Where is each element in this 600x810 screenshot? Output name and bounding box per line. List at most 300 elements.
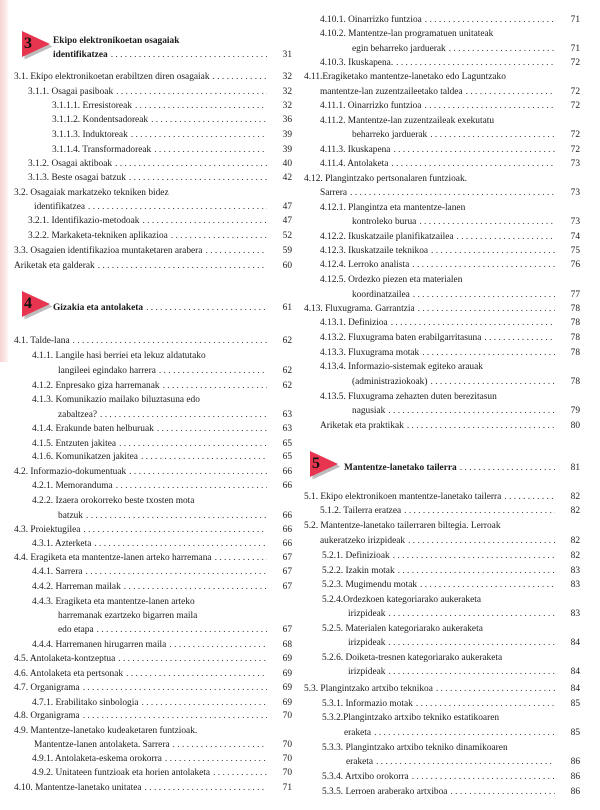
toc-entry-text: nagusiak [352, 406, 386, 416]
toc-entry[interactable] [320, 246, 580, 257]
page-number: 42 [282, 173, 292, 183]
toc-entry-text: 4.1. Talde-lana [14, 336, 70, 346]
page-number: 83 [570, 580, 580, 590]
page-number: 39 [282, 130, 292, 140]
chapter-number: 5 [312, 455, 320, 472]
dot-leader [151, 115, 267, 126]
toc-entry[interactable] [32, 597, 292, 608]
page-number: 66 [282, 481, 292, 491]
toc-entry-text: irizpideak [348, 667, 386, 677]
toc-entry[interactable] [32, 640, 292, 651]
toc-entry[interactable] [14, 711, 292, 722]
toc-entry[interactable] [28, 231, 292, 242]
page-number: 84 [570, 638, 580, 648]
toc-entry[interactable] [32, 381, 292, 392]
toc-entry-text: 4.10.2. Mantentze-lan programatuen unitateak [320, 29, 494, 39]
toc-entry-text: 3.1.1.3. Induktoreak [52, 130, 128, 140]
dot-leader [376, 757, 555, 768]
dot-leader [391, 318, 555, 329]
dot-leader [145, 783, 267, 794]
dot-leader [419, 217, 555, 228]
page-number: 31 [282, 50, 292, 60]
toc-entry-text: 4.4. Eragiketa eta mantentze-lanen arteko harremana [14, 553, 212, 563]
toc-entry-text: 4.11.Eragiketako mantentze-lanetako edo Laguntzako [304, 72, 506, 82]
toc-entry[interactable] [14, 654, 292, 665]
dot-leader [159, 366, 267, 377]
page-number: 84 [570, 684, 580, 694]
page-number: 32 [282, 87, 292, 97]
toc-entry-text: 5.2. Mantentze-lanetako tailerraren biltegia. Lerroak [304, 521, 501, 531]
toc-entry-text: beharreko jarduerak [352, 130, 428, 140]
chapter-badge [20, 290, 52, 320]
dot-leader [398, 566, 555, 577]
toc-entry-text: 4.2.1. Memoranduma [32, 481, 113, 491]
page-number: 68 [282, 640, 292, 650]
toc-entry[interactable] [322, 624, 580, 635]
toc-entry-text: kontroleko burua [352, 217, 417, 227]
dot-leader [94, 539, 267, 550]
toc-entry-text: 4.3. Proiektugilea [14, 525, 81, 535]
toc-entry[interactable] [320, 421, 580, 432]
toc-entry[interactable] [52, 130, 292, 141]
toc-entry[interactable] [322, 743, 580, 754]
toc-entry[interactable] [320, 87, 580, 98]
toc-entry[interactable] [52, 101, 292, 112]
page-number: 40 [282, 159, 292, 169]
chapter-5-heading[interactable] [308, 450, 340, 480]
toc-entry[interactable] [320, 29, 580, 40]
dot-leader [135, 101, 267, 112]
toc-entry[interactable] [28, 87, 292, 98]
toc-entry[interactable] [304, 521, 580, 532]
dot-leader [436, 684, 555, 695]
toc-entry[interactable] [320, 101, 580, 112]
toc-entry[interactable] [320, 188, 580, 199]
toc-entry[interactable] [320, 536, 580, 547]
toc-entry[interactable] [58, 366, 292, 377]
toc-entry[interactable] [32, 754, 292, 765]
toc-entry-text: irizpideak [348, 609, 386, 619]
toc-entry-text: batzuk [58, 511, 83, 521]
toc-entry-text: 3.1.3. Beste osagai batzuk [28, 173, 126, 183]
toc-entry[interactable] [14, 188, 292, 199]
chapter-title[interactable] [53, 303, 292, 314]
toc-entry-text: 3.2.1. Identifikazio-metodoak [28, 216, 140, 226]
page-number: 70 [282, 711, 292, 721]
dot-leader [86, 567, 267, 578]
chapter-title[interactable] [344, 463, 580, 474]
dot-leader [141, 452, 267, 463]
toc-entry-text: 4.12.4. Lerroko analista [320, 260, 410, 270]
toc-entry-text: 3.3. Osagaien identifikazioa muntaketaren arabera [14, 246, 203, 256]
toc-entry[interactable] [320, 348, 580, 359]
dot-leader [154, 145, 267, 156]
dot-leader [393, 145, 555, 156]
toc-entry[interactable] [28, 216, 292, 227]
page-number: 65 [282, 439, 292, 449]
toc-entry[interactable] [28, 159, 292, 170]
toc-entry[interactable] [320, 116, 580, 127]
page-number: 78 [570, 318, 580, 328]
dot-leader [213, 72, 267, 83]
page-number: 82 [570, 492, 580, 502]
toc-entry[interactable] [322, 787, 580, 798]
dot-leader [119, 439, 267, 450]
chapter-title-line: Ekipo elektronikoetan osagaiak [53, 36, 180, 46]
dot-leader [163, 381, 267, 392]
page-number: 71 [282, 783, 292, 793]
toc-entry[interactable] [28, 173, 292, 184]
toc-entry-text: 4.12.3. Ikuskatzaile teknikoa [320, 246, 429, 256]
dot-leader [350, 188, 555, 199]
toc-entry[interactable] [58, 511, 292, 522]
dot-leader [83, 711, 267, 722]
toc-entry[interactable] [32, 439, 292, 450]
page-number: 72 [570, 130, 580, 140]
toc-entry[interactable] [14, 553, 292, 564]
toc-entry-text: 3.1.1.2. Kondentsadoreak [52, 115, 149, 125]
toc-entry[interactable] [322, 595, 580, 606]
toc-entry[interactable] [352, 130, 580, 141]
page-number: 67 [282, 625, 292, 635]
page-number: 84 [570, 667, 580, 677]
dot-leader [408, 536, 555, 547]
dot-leader [431, 377, 556, 388]
dot-leader [424, 101, 555, 112]
toc-entry[interactable] [352, 406, 580, 417]
page-number: 78 [570, 377, 580, 387]
toc-entry-text: irizpideak [348, 638, 386, 648]
chapter-number: 3 [24, 35, 32, 52]
toc-entry-text: 4.9. Mantentze-lanetako kudeaketaren funtzioak. [14, 726, 198, 736]
toc-entry-text: 4.9.1. Antolaketa-eskema orokorra [32, 754, 162, 764]
toc-entry[interactable] [322, 699, 580, 710]
page-number: 71 [570, 44, 580, 54]
dot-leader [388, 406, 555, 417]
toc-entry[interactable] [14, 467, 292, 478]
toc-entry-text: 4.13.5. Fluxugrama zehazten duten berezitasun [320, 392, 497, 402]
toc-entry-text: 4.7.1. Erabilitako sinbologia [32, 698, 139, 708]
toc-entry[interactable] [58, 410, 292, 421]
toc-entry[interactable] [32, 496, 292, 507]
toc-entry[interactable] [320, 362, 580, 373]
toc-entry[interactable] [32, 424, 292, 435]
toc-entry-text: 4.4.3. Eragiketa eta mantentze-lanen arteko [32, 597, 195, 607]
toc-entry[interactable] [320, 506, 580, 517]
dot-leader [215, 553, 267, 564]
toc-entry-text: 5.2.4.Ordezkoen kategoriarako aukeraketa [322, 595, 482, 605]
toc-entry[interactable] [352, 377, 580, 388]
page-number: 69 [282, 669, 292, 679]
toc-entry[interactable] [14, 261, 292, 272]
toc-entry[interactable] [14, 72, 292, 83]
toc-entry[interactable] [320, 232, 580, 243]
page-number: 36 [282, 115, 292, 125]
page-number: 85 [570, 728, 580, 738]
page-number: 78 [570, 333, 580, 343]
toc-entry[interactable] [322, 566, 580, 577]
toc-entry[interactable] [346, 757, 580, 768]
toc-entry[interactable] [32, 395, 292, 406]
toc-entry[interactable] [58, 625, 292, 636]
page-number: 66 [282, 525, 292, 535]
toc-entry[interactable] [322, 580, 580, 591]
toc-entry-text: 4.10.3. Ikuskapena. [320, 58, 394, 68]
dot-leader [165, 754, 267, 765]
toc-entry[interactable] [32, 567, 292, 578]
toc-entry[interactable] [320, 318, 580, 329]
page-number: 69 [282, 654, 292, 664]
toc-entry[interactable] [352, 44, 580, 55]
dot-leader [116, 87, 267, 98]
toc-entry-text: 4.12.1. Plangintza eta mantentze-lanen [320, 203, 466, 213]
chapter-4-heading[interactable] [20, 290, 52, 320]
toc-entry-text: 5.2.3. Mugimendu motak [322, 580, 418, 590]
page-number: 39 [282, 145, 292, 155]
toc-entry[interactable] [348, 667, 580, 678]
toc-entry-text: 5.2.6. Doiketa-tresnen kategoriarako aukeraketa [322, 653, 503, 663]
toc-entry[interactable] [32, 351, 292, 362]
dot-leader [391, 159, 555, 170]
toc-entry[interactable] [352, 290, 580, 301]
toc-entry-text: 4.7. Organigrama [14, 683, 80, 693]
toc-entry[interactable] [320, 159, 580, 170]
toc-entry[interactable] [52, 115, 292, 126]
toc-entry[interactable] [348, 638, 580, 649]
toc-entry-text: Ariketak eta galderak [14, 261, 95, 271]
toc-entry[interactable] [320, 15, 580, 26]
page-number: 79 [570, 406, 580, 416]
toc-entry-text: 4.11.3. Ikuskapena [320, 145, 391, 155]
toc-entry[interactable] [52, 145, 292, 156]
toc-entry-text: (administraziokoak) [352, 377, 428, 387]
chapter-title-line: Mantentze-lanetako tailerra [344, 463, 457, 473]
toc-entry-text: 4.11.2. Mantentze-lan zuzentzaileak exekutatu [320, 116, 495, 126]
page-number: 66 [282, 467, 292, 477]
page-number: 85 [570, 699, 580, 709]
page-number: 78 [570, 304, 580, 314]
toc-entry-text: 4.2.2. Izaera orokorreko beste txosten mota [32, 496, 195, 506]
toc-entry[interactable] [14, 726, 292, 737]
dot-leader [98, 261, 267, 272]
toc-entry-text: aukeratzeko irizpideak [320, 536, 406, 546]
toc-entry-text: 4.3.1. Azterketa [32, 539, 92, 549]
dot-leader [450, 787, 555, 798]
toc-entry-text: 4.10.1. Oinarrizko funtzioa [320, 15, 422, 25]
toc-entry[interactable] [304, 684, 580, 695]
dot-leader [388, 609, 555, 620]
dot-leader [430, 130, 555, 141]
toc-entry[interactable] [14, 669, 292, 680]
page-number: 80 [570, 421, 580, 431]
dot-leader [142, 216, 267, 227]
dot-leader [86, 511, 267, 522]
toc-entry[interactable] [320, 392, 580, 403]
page-number: 83 [570, 566, 580, 576]
toc-entry[interactable] [348, 609, 580, 620]
toc-entry-text: 5.3.1. Informazio motak [322, 699, 413, 709]
toc-entry[interactable] [14, 336, 292, 347]
toc-entry[interactable] [320, 260, 580, 271]
toc-entry[interactable] [58, 611, 292, 622]
toc-entry-text: 4.13.2. Fluxugrama baten erabilgarritasuna [320, 333, 482, 343]
dot-leader [449, 44, 555, 55]
page-number: 73 [570, 159, 580, 169]
page-number: 72 [570, 58, 580, 68]
toc-entry[interactable] [32, 481, 292, 492]
page-number: 86 [570, 772, 580, 782]
toc-entry[interactable] [14, 246, 292, 257]
toc-entry-text: 4.12. Plangintzako pertsonalaren funtzioak. [304, 174, 467, 184]
toc-entry-text: 4.12.5. Ordezko piezen eta materialen [320, 275, 463, 285]
page-number: 32 [282, 101, 292, 111]
toc-entry[interactable] [14, 783, 292, 794]
toc-entry-text: 5.3.5. Lerroen araberako artxiboa [322, 787, 448, 797]
dot-leader [83, 683, 267, 694]
page-number: 32 [282, 72, 292, 82]
page-number: 47 [282, 202, 292, 212]
dot-leader [118, 654, 267, 665]
toc-entry[interactable] [304, 492, 580, 503]
page-number: 62 [282, 336, 292, 346]
toc-entry[interactable] [322, 772, 580, 783]
toc-entry-text: Sarrera [320, 188, 348, 198]
page-number: 86 [570, 787, 580, 797]
dot-leader [418, 304, 555, 315]
dot-leader [422, 348, 555, 359]
toc-entry[interactable] [32, 539, 292, 550]
toc-entry[interactable] [34, 202, 292, 213]
dot-leader [431, 246, 555, 257]
dot-leader [115, 159, 267, 170]
toc-entry-text: 4.4.4. Harremanen hirugarren maila [32, 640, 167, 650]
toc-entry[interactable] [352, 217, 580, 228]
chapter-badge [20, 30, 52, 60]
dot-leader [404, 506, 555, 517]
toc-entry-text: 5.3.4. Artxibo orokorra [322, 772, 409, 782]
page-number: 76 [570, 260, 580, 270]
toc-entry[interactable] [344, 728, 580, 739]
toc-entry[interactable] [14, 525, 292, 536]
dot-leader [142, 698, 268, 709]
toc-entry-text: 4.13.3. Fluxugrama motak [320, 348, 420, 358]
toc-entry-text: 3.1.1.1. Erresistoreak [52, 101, 132, 111]
toc-entry[interactable] [322, 653, 580, 664]
dot-leader [412, 772, 555, 783]
toc-entry[interactable] [32, 582, 292, 593]
toc-entry-text: 5.3. Plangintzako artxibo teknikoa [304, 684, 433, 694]
toc-entry-text: 4.1.3. Komunikazio mailako biluztasuna edo [32, 395, 200, 405]
page-number: 66 [282, 539, 292, 549]
page-number: 82 [570, 536, 580, 546]
toc-entry-text: langileei egindako harrera [58, 366, 156, 376]
toc-entry-text: harremanak ezartzeko bigarren maila [58, 611, 198, 621]
toc-entry[interactable] [320, 333, 580, 344]
toc-entry-text: 4.1.2. Enpresako giza harremanak [32, 381, 160, 391]
page-number: 70 [282, 754, 292, 764]
page-number: 47 [282, 216, 292, 226]
toc-entry[interactable] [304, 304, 580, 315]
toc-entry-text: 5.2.1. Definizioak [322, 551, 390, 561]
page-number: 52 [282, 231, 292, 241]
toc-entry[interactable] [34, 740, 292, 751]
toc-entry-text: 3.1.2. Osagai aktiboak [28, 159, 113, 169]
page-number: 82 [570, 551, 580, 561]
page-number: 71 [570, 15, 580, 25]
dot-leader [420, 580, 555, 591]
dot-leader [457, 232, 555, 243]
toc-entry[interactable] [32, 698, 292, 709]
page-number: 59 [282, 246, 292, 256]
toc-entry-text: eraketa [344, 728, 372, 738]
dot-leader [425, 15, 555, 26]
toc-entry[interactable] [320, 275, 580, 286]
chapter-badge [308, 450, 340, 480]
dot-leader [173, 740, 267, 751]
toc-entry[interactable] [322, 551, 580, 562]
toc-entry-text: 5.2.5. Materialen kategoriarako aukeraketa [322, 624, 483, 634]
toc-entry[interactable] [322, 713, 580, 724]
toc-entry-text: 3.2.2. Markaketa-tekniken aplikazioa [28, 231, 168, 241]
page-number: 70 [282, 740, 292, 750]
toc-entry-text: Mantentze-lanen antolaketa. Sarrera [34, 740, 170, 750]
toc-entry-text: Ariketak eta praktikak [320, 421, 404, 431]
toc-entry-text: 4.1.6. Komunikatzen jakitea [32, 452, 138, 462]
chapter-title-line: Gizakia eta antolaketa [53, 303, 144, 313]
page-number: 72 [570, 87, 580, 97]
toc-entry-text: 4.8. Organigrama [14, 711, 80, 721]
chapter-title[interactable] [53, 36, 292, 61]
toc-entry[interactable] [32, 768, 292, 779]
toc-entry[interactable] [320, 58, 580, 69]
toc-entry[interactable] [14, 683, 292, 694]
page-number: 70 [282, 768, 292, 778]
dot-leader [116, 481, 267, 492]
dot-leader [88, 202, 267, 213]
toc-entry-text: 4.5. Antolaketa-kontzeptua [14, 654, 116, 664]
toc-entry[interactable] [304, 174, 580, 185]
page-number: 82 [570, 506, 580, 516]
page-number: 75 [570, 246, 580, 256]
dot-leader [169, 640, 267, 651]
page-number: 63 [282, 424, 292, 434]
toc-entry-text: identifikatzea [34, 202, 86, 212]
page-number: 62 [282, 381, 292, 391]
toc-entry[interactable] [304, 72, 580, 83]
dot-leader [412, 260, 555, 271]
dot-leader [213, 768, 267, 779]
toc-entry-text: 4.13.1. Definizioa [320, 318, 388, 328]
page-number: 67 [282, 582, 292, 592]
page-number: 69 [282, 698, 292, 708]
toc-entry-text: 4.10. Mantentze-lanetako unitatea [14, 783, 142, 793]
dot-leader [129, 467, 267, 478]
toc-entry[interactable] [32, 452, 292, 463]
page-number: 74 [570, 232, 580, 242]
dot-leader [484, 333, 555, 344]
page-number: 62 [282, 366, 292, 376]
toc-entry-text: 4.4.2. Harreman mailak [32, 582, 121, 592]
toc-entry-text: 4.13. Fluxugrama. Garrantzia [304, 304, 415, 314]
page-number: 86 [570, 757, 580, 767]
toc-entry-text: 4.2. Informazio-dokumentuak [14, 467, 127, 477]
toc-entry[interactable] [320, 145, 580, 156]
toc-entry-text: 3.1.1.4. Transformadoreak [52, 145, 152, 155]
dot-leader [83, 525, 267, 536]
toc-entry[interactable] [320, 203, 580, 214]
toc-entry-text: 4.1.5. Entzuten jakitea [32, 439, 117, 449]
page-number: 66 [282, 511, 292, 521]
